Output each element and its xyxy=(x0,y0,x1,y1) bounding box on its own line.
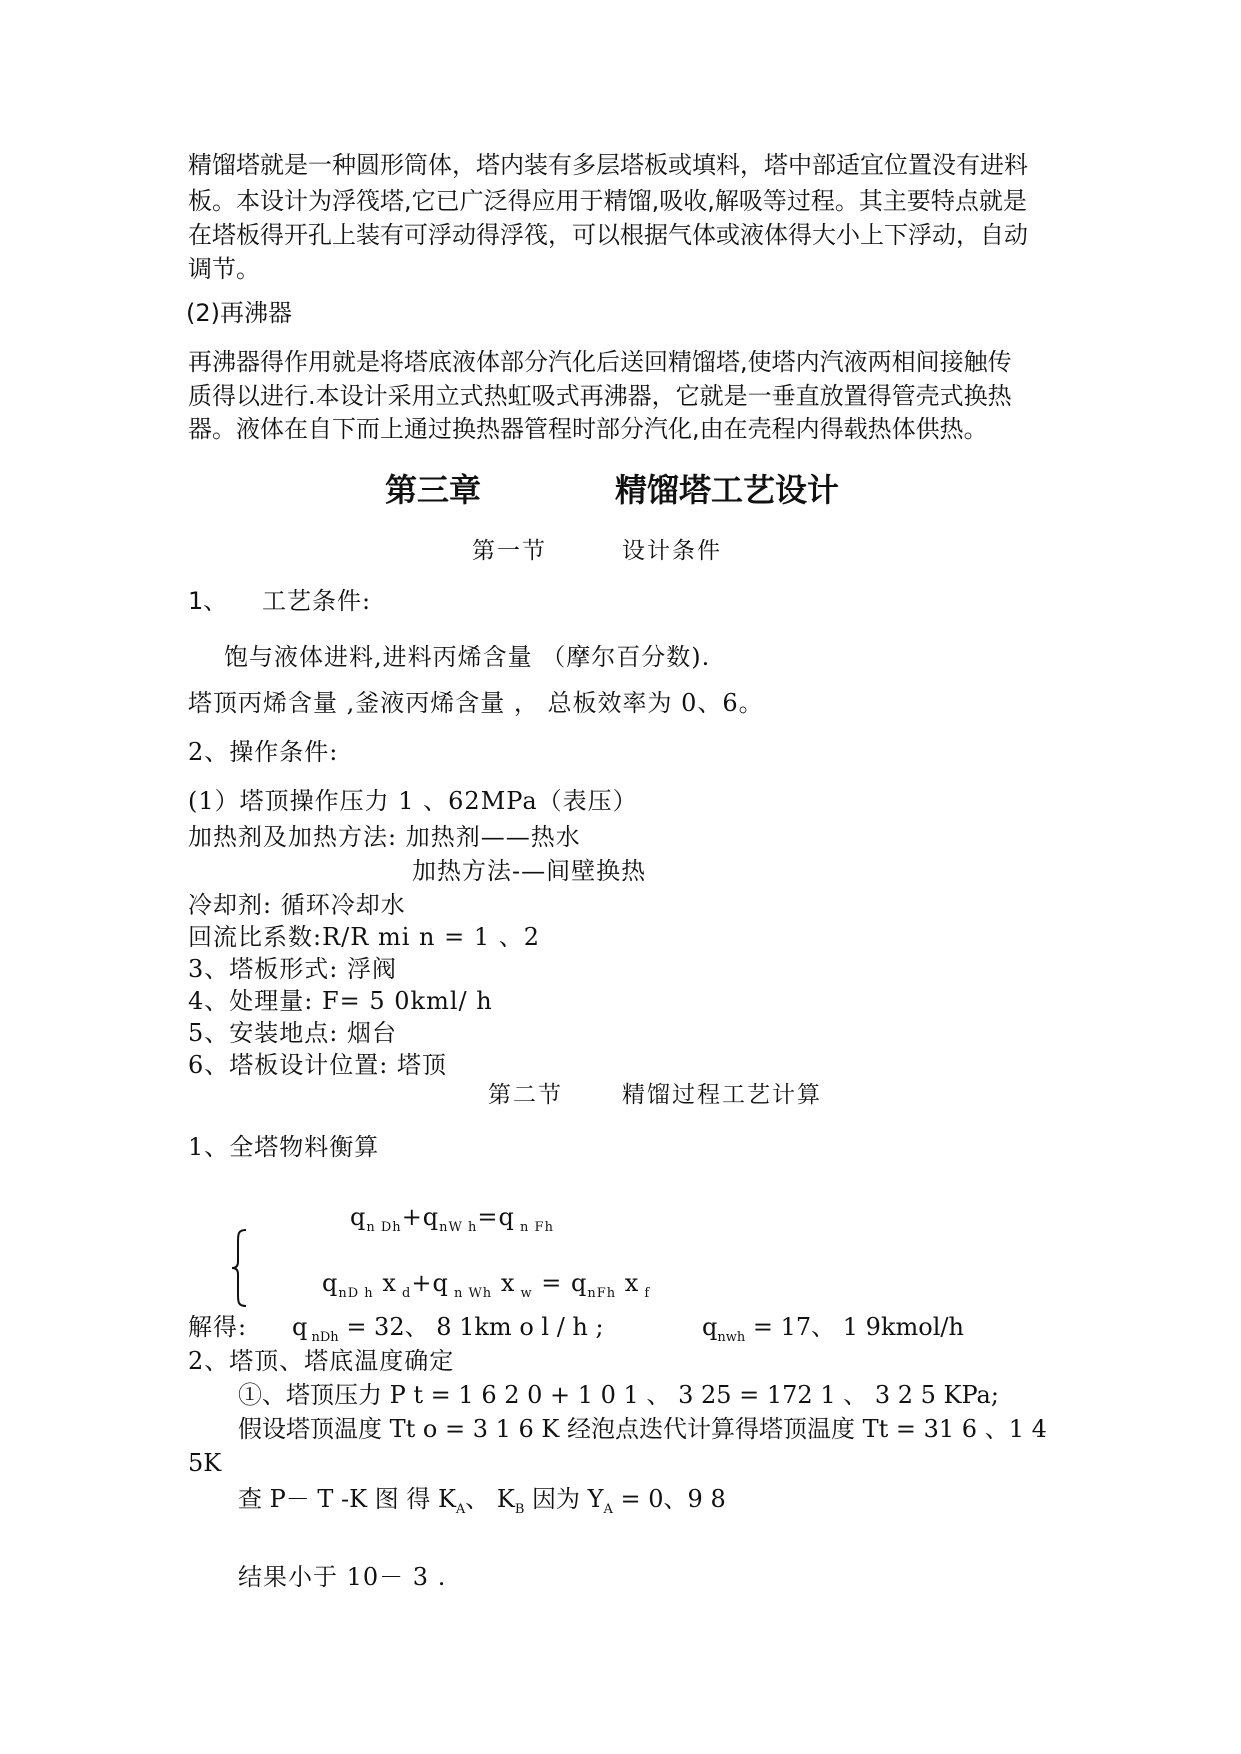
feed-condition: 饱与液体进料,进料丙烯含量 （摩尔百分数). xyxy=(224,643,711,671)
top-pressure-calc: ①、塔顶压力 P t = 1 6 2 0 + 1 0 1 、 3 25 = 172 1 、 3 2 5 KPa; xyxy=(238,1381,999,1409)
section1-number: 第一节 xyxy=(472,538,547,564)
item1-label: 工艺条件: xyxy=(262,587,372,615)
install-location: 5、安装地点: 烟台 xyxy=(188,1019,397,1047)
section2-title: 精馏过程工艺计算 xyxy=(622,1082,822,1108)
reboiler-line-3: 器。液体在自下而上通过换热器管程时部分汽化,由在壳程内得载热体供热。 xyxy=(188,415,988,443)
intro-line-2: 板。本设计为浮筏塔,它已广泛得应用于精馏,吸收,解吸等过程。其主要特点就是 xyxy=(188,187,1027,215)
result-text: 结果小于 10－ 3 . xyxy=(238,1563,447,1591)
chapter-title: 精馏塔工艺设计 xyxy=(615,471,840,509)
ptk-lookup: 查 P－ T -K 图 得 $K_A$、 $K_B$ 因为 $Y_A = 0$、9 8 xyxy=(238,1485,726,1517)
reboiler-line-2: 质得以进行.本设计采用立式热虹吸式再沸器，它就是一垂直放置得管壳式换热 xyxy=(188,382,1012,410)
capacity: 4、处理量: F= 5 0kml/ h xyxy=(188,987,493,1015)
top-condition: 塔顶丙烯含量 ,釜液丙烯含量 ， 总板效率为 0、6。 xyxy=(188,689,764,717)
chapter-number: 第三章 xyxy=(385,471,482,509)
material-balance-heading: 1、全塔物料衡算 xyxy=(188,1133,380,1161)
solve-bottom-flow: $q_{nwh} = 17$、 1 9kmol/h xyxy=(702,1313,964,1345)
reboiler-line-1: 再沸器得作用就是将塔底液体部分汽化后送回精馏塔,使塔内汽液两相间接触传 xyxy=(188,348,1012,376)
coolant: 冷却剂: 循环冷却水 xyxy=(188,891,406,919)
top-pressure: (1）塔顶操作压力 1 、62MPa（表压） xyxy=(188,787,638,815)
section1-title: 设计条件 xyxy=(622,538,722,564)
tray-type: 3、塔板形式: 浮阀 xyxy=(188,955,397,983)
reboiler-heading: (2)再沸器 xyxy=(186,299,292,327)
top-temperature-calc: 假设塔顶温度 Tt o = 3 1 6 K 经泡点迭代计算得塔顶温度 Tt = 31 6 、1 4 xyxy=(238,1415,1047,1443)
section2-number: 第二节 xyxy=(488,1082,563,1108)
operating-heading: 2、操作条件: xyxy=(188,738,339,766)
balance-equation-1: $q_{n Dh}+q_{nW h}=q$ $_{n Fh}$ xyxy=(350,1203,554,1235)
heating-method: 加热方法-—间壁换热 xyxy=(412,857,647,885)
intro-line-3: 在塔板得开孔上装有可浮动得浮筏，可以根据气体或液体得大小上下浮动，自动 xyxy=(188,221,1028,249)
intro-line-1: 精馏塔就是一种圆形筒体，塔内装有多层塔板或填料，塔中部适宜位置没有进料 xyxy=(188,151,1028,179)
equation-brace xyxy=(230,1228,250,1308)
reflux-ratio: 回流比系数:R/R mi n = 1 、2 xyxy=(188,923,540,951)
temperature-heading: 2、塔顶、塔底温度确定 xyxy=(188,1347,455,1375)
solve-top-flow: q $_{nDh}$ = 32、 8 1km o l / h ; xyxy=(292,1313,604,1345)
solve-label: 解得: xyxy=(188,1313,248,1341)
tray-design-position: 6、塔板设计位置: 塔顶 xyxy=(188,1051,447,1079)
heating-agent: 加热剂及加热方法: 加热剂——热水 xyxy=(188,823,581,851)
intro-line-4: 调节。 xyxy=(188,255,260,283)
item1-number: 1、 xyxy=(188,587,228,615)
top-temperature-calc-cont: 5K xyxy=(188,1449,222,1477)
balance-equation-2: $q_{nD h}$ x $_d$+q $_{n Wh}$ x $_w = q_{nFh}$ x $_f$ xyxy=(322,1269,651,1301)
